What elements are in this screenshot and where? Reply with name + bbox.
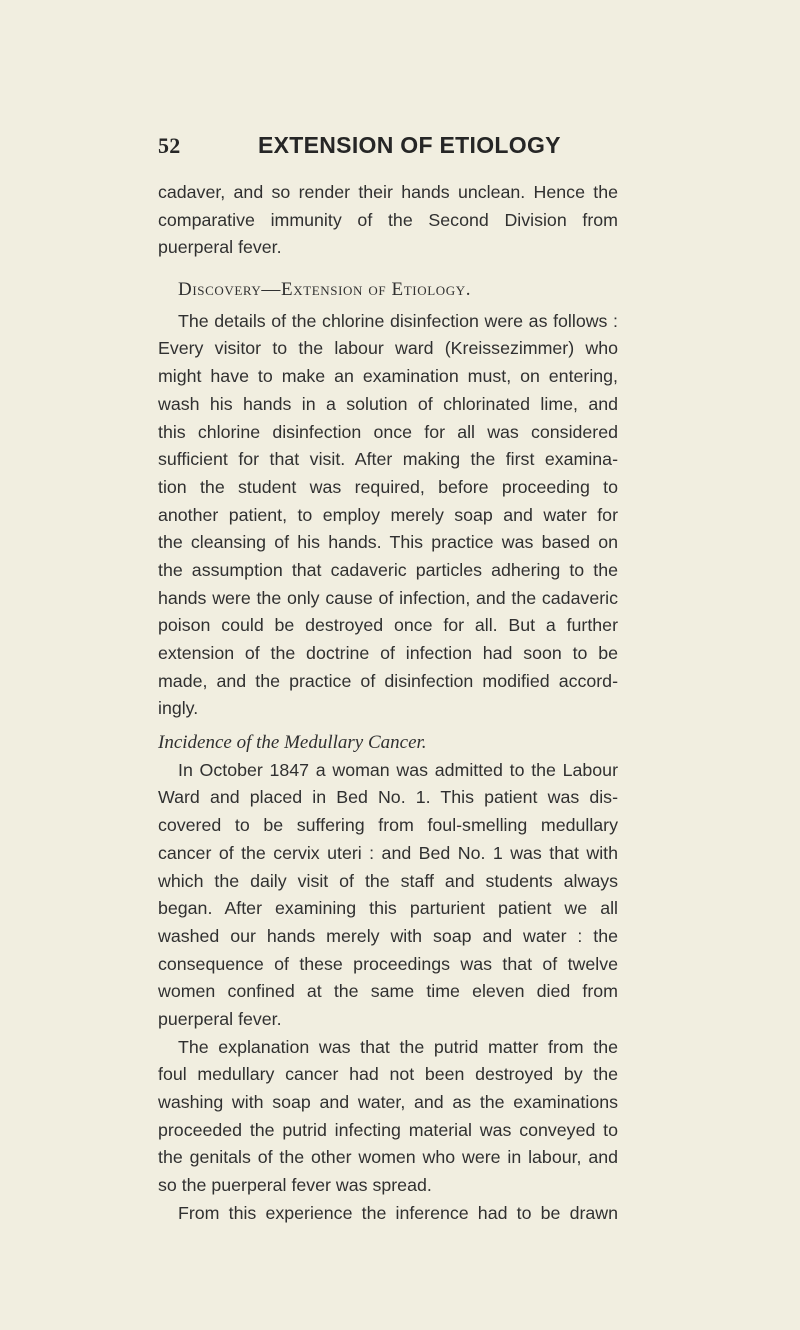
text-line: might have to make an examination must, on entering, [158, 366, 618, 387]
text-line: The details of the chlorine disinfection were as follows : [178, 310, 618, 331]
text-line: this chlorine disinfection once for all was considered [158, 421, 618, 442]
text-line: the genitals of the other women who were in labour, and [158, 1147, 618, 1168]
text-line: covered to be suffering from foul-smelling medullary [158, 815, 618, 836]
text-line: washing with soap and water, and as the examinations [158, 1092, 618, 1112]
text-line: began. After examining this parturient patient we all [158, 898, 618, 919]
text-line: so the puerperal fever was spread. [158, 1175, 432, 1196]
text-line: puerperal fever. [158, 237, 282, 258]
text-line: another patient, to employ merely soap and water for [158, 504, 618, 525]
text-line: washed our hands merely with soap and water : the [158, 925, 618, 946]
text-line: proceeded the putrid infecting material was conveyed to [158, 1119, 618, 1140]
page-number: 52 [158, 133, 181, 158]
text-line: wash his hands in a solution of chlorinated lime, and [158, 393, 618, 414]
text-line: The explanation was that the putrid matter from the [178, 1036, 618, 1057]
text-line: cancer of the cervix uteri : and Bed No. 1 was that with [158, 842, 618, 863]
text-line: the assumption that cadaveric particles adhering to the [158, 559, 618, 580]
text-line: foul medullary cancer had not been destroyed by the [158, 1064, 618, 1085]
text-line: extension of the doctrine of infection had soon to be [158, 643, 618, 663]
text-line: consequence of these proceedings was that of twelve [158, 953, 618, 974]
text-line: the cleansing of his hands. This practice was based on [158, 532, 618, 553]
text-line: made, and the practice of disinfection modified accord- [158, 670, 618, 691]
running-title: EXTENSION OF ETIOLOGY [258, 132, 561, 158]
text-line: which the daily visit of the staff and students always [158, 870, 618, 891]
text-line: hands were the only cause of infection, and the cadaveric [158, 587, 618, 608]
text-line: In October 1847 a woman was admitted to the Labour [178, 759, 618, 780]
text-line: Ward and placed in Bed No. 1. This patient was dis- [158, 787, 618, 808]
subheading: Incidence of the Medullary Cancer. [158, 732, 427, 754]
body-text [158, 179, 618, 1227]
running-head [158, 132, 628, 166]
text-line: puerperal fever. [158, 1008, 282, 1029]
section-heading: Discovery—Extension of Etiology. [178, 279, 472, 301]
text-line: sufficient for that visit. After making the first examina- [158, 449, 618, 470]
text-line: Every visitor to the labour ward (Kreissezimmer) who [158, 338, 618, 359]
text-line: cadaver, and so render their hands unclean. Hence the [158, 182, 618, 202]
text-line: poison could be destroyed once for all. But a further [158, 615, 618, 636]
text-line: comparative immunity of the Second Division from [158, 209, 618, 230]
text-line: ingly. [158, 698, 199, 719]
text-line: From this experience the inference had to be drawn [178, 1202, 618, 1223]
text-line: women confined at the same time eleven died from [158, 981, 618, 1002]
text-line: tion the student was required, before proceeding to [158, 476, 618, 497]
